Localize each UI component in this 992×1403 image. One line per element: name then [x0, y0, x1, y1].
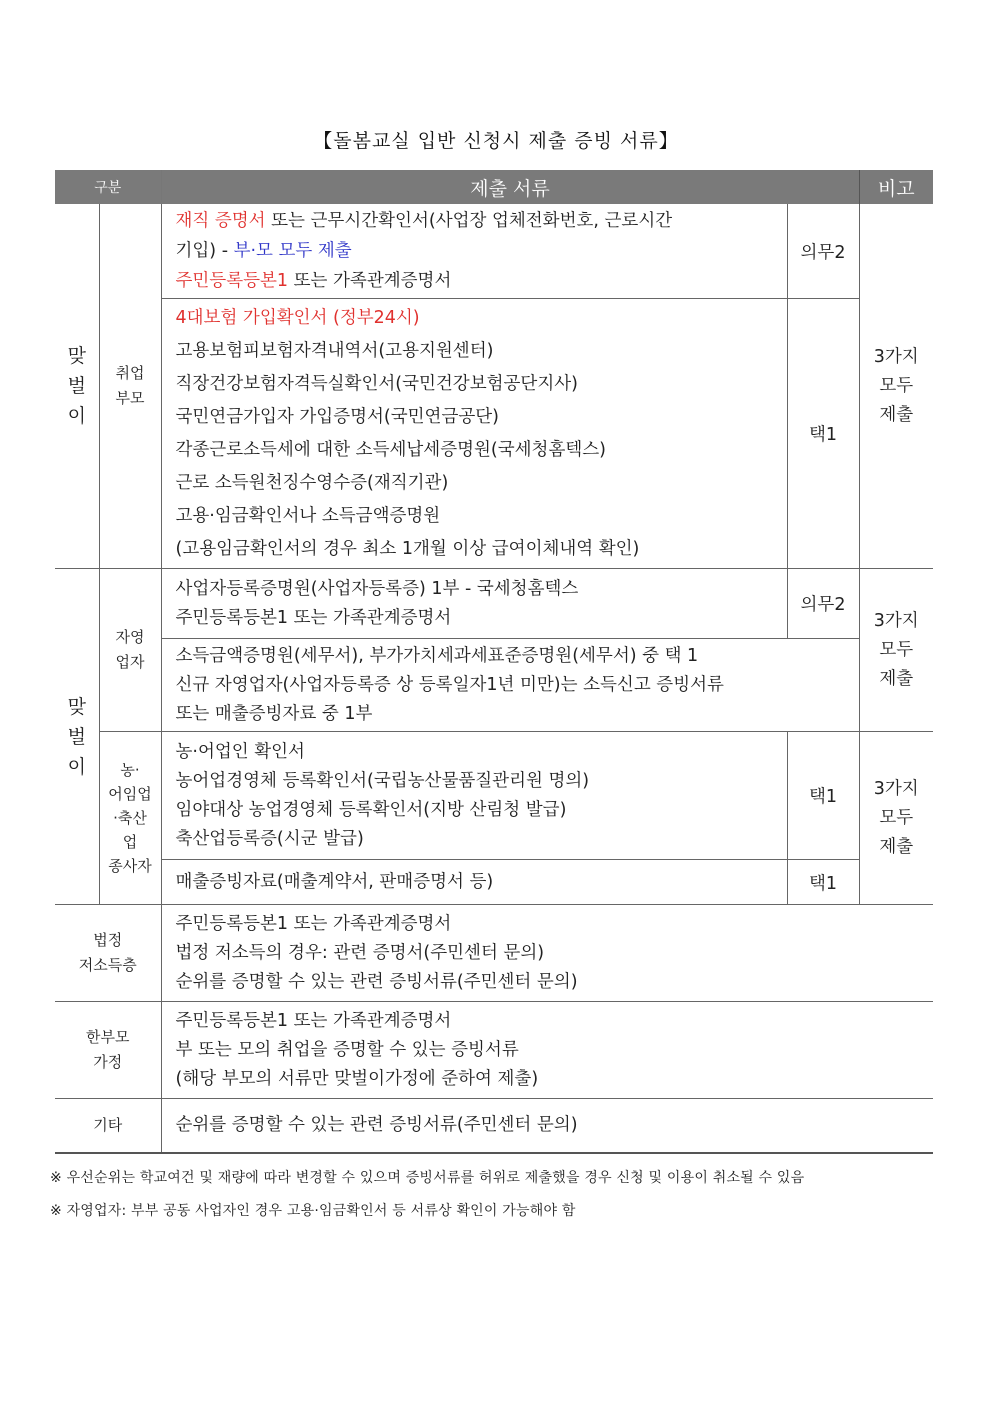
remark-cell: 3가지 모두 제출 — [859, 732, 933, 905]
requirement-badge: 택1 — [787, 732, 859, 860]
requirement-badge: 의무2 — [787, 204, 859, 299]
table-row — [55, 860, 933, 905]
remark-cell: 3가지 모두 제출 — [859, 569, 933, 732]
remark-cell: 3가지 모두 제출 — [859, 204, 933, 569]
documents-table — [55, 170, 933, 1154]
documents-cell: 소득금액증명원(세무서), 부가가치세과세표준증명원(세무서) 중 택 1 신규 자영업자(사업자등록증 상 등록일자1년 미만)는 소득신고 증빙서류 또는 매출증빙자료 중 1부 — [161, 639, 859, 732]
category-dual-income: 맞 벌 이 — [55, 204, 99, 569]
requirement-badge: 의무2 — [787, 569, 859, 639]
category-dual-income-2: 맞 벌 이 — [55, 569, 99, 905]
table-row — [55, 569, 933, 639]
table-row — [55, 905, 933, 1002]
documents-cell: 사업자등록증명원(사업자등록증) 1부 - 국세청홈텍스 주민등록등본1 또는 가족관계증명서 — [161, 569, 787, 639]
header-documents: 제출 서류 — [161, 170, 859, 204]
table-row — [55, 1002, 933, 1099]
requirement-badge: 택1 — [787, 860, 859, 905]
documents-cell: 4대보험 가입확인서 (정부24시) 고용보험피보험자격내역서(고용지원센터) 직장건강보험자격득실확인서(국민건강보험공단지사) 국민연금가입자 가입증명서(국민연금공단) 각종근로소득세에 대한 소득세납세증명원(국세청홈텍스) 근로 소득원천징수영수증(재직기관) 고용·임금확인서나 소득금액증명원 (고용임금확인서의 경우 최소 1개월 이상 급여이체내역 확인) — [161, 299, 787, 569]
table-row — [55, 299, 933, 569]
documents-cell: 주민등록등본1 또는 가족관계증명서 법정 저소득의 경우: 관련 증명서(주민센터 문의) 순위를 증명할 수 있는 관련 증빙서류(주민센터 문의) — [161, 905, 933, 1002]
table-row — [55, 639, 933, 732]
footnote: ※ 자영업자: 부부 공동 사업자인 경우 고용·임금확인서 등 서류상 확인이 가능해야 함 — [50, 1203, 576, 1219]
documents-cell: 매출증빙자료(매출계약서, 판매증명서 등) — [161, 860, 787, 905]
page-title: 【돌봄교실 입반 신청시 제출 증빙 서류】 — [313, 130, 679, 152]
requirement-badge: 택1 — [787, 299, 859, 569]
table-row — [55, 204, 933, 299]
documents-cell: 주민등록등본1 또는 가족관계증명서 부 또는 모의 취업을 증명할 수 있는 증빙서류 (해당 부모의 서류만 맞벌이가정에 준하여 제출) — [161, 1002, 933, 1099]
documents-cell: 농·어업인 확인서 농어업경영체 등록확인서(국립농산물품질관리원 명의) 임야대상 농업경영체 등록확인서(지방 산림청 발급) 축산업등록증(시군 발급) — [161, 732, 787, 860]
table-header — [55, 170, 933, 204]
documents-cell: 순위를 증명할 수 있는 관련 증빙서류(주민센터 문의) — [161, 1099, 933, 1153]
category-other: 기타 — [55, 1099, 161, 1153]
subcategory-self-employed: 자영 업자 — [99, 569, 161, 732]
category-single-parent: 한부모 가정 — [55, 1002, 161, 1099]
subcategory-employed: 취업 부모 — [99, 204, 161, 569]
documents-cell: 재직 증명서 또는 근무시간확인서(사업장 업체전화번호, 근로시간 기입) - 부·모 모두 제출 주민등록등본1 또는 가족관계증명서 — [161, 204, 787, 299]
header-remarks: 비고 — [859, 170, 933, 204]
footnote: ※ 우선순위는 학교여건 및 재량에 따라 변경할 수 있으며 증빙서류를 허위로 제출했을 경우 신청 및 이용이 취소될 수 있음 — [50, 1170, 805, 1186]
category-low-income: 법정 저소득층 — [55, 905, 161, 1002]
subcategory-farming: 농· 어임업 ·축산 업 종사자 — [99, 732, 161, 905]
table-row — [55, 732, 933, 860]
header-category: 구분 — [55, 170, 161, 204]
table-row — [55, 1099, 933, 1153]
